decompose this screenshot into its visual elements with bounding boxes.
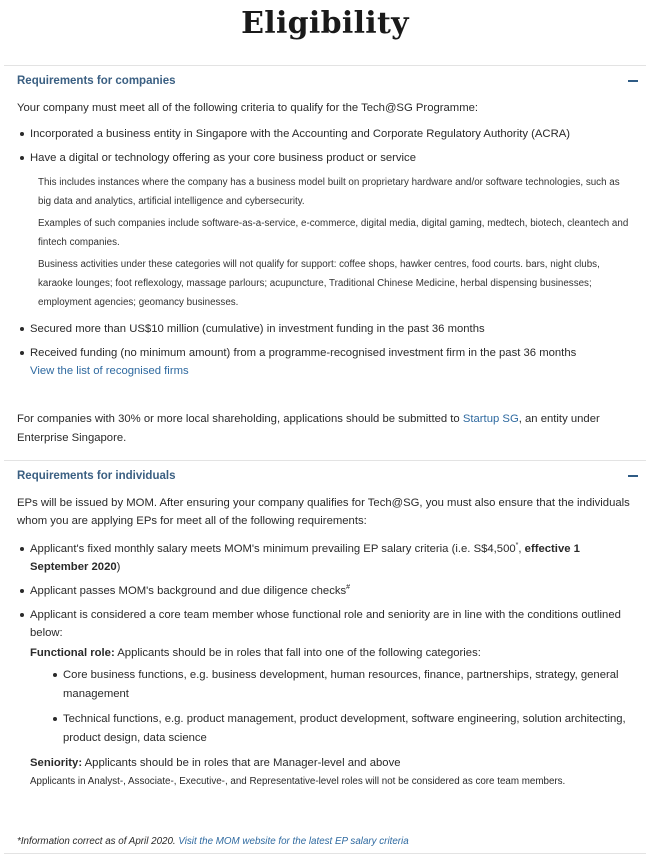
checks-text: Applicant passes MOM's background and due diligence checks xyxy=(30,585,347,597)
footnote xyxy=(17,836,409,847)
startup-sg-link[interactable]: Startup SG xyxy=(462,413,519,425)
criterion-text: Secured more than US$10 million (cumulative) in investment funding in the past 36 months xyxy=(30,323,485,335)
recognised-firms-link[interactable]: View the list of recognised firms xyxy=(30,365,189,377)
companies-accordion-header[interactable] xyxy=(0,66,650,96)
criterion-text: Incorporated a business entity in Singapore with the Accounting and Corporate Regulatory Authority (ACRA) xyxy=(30,128,571,140)
digital-offering-details xyxy=(17,173,633,312)
effective-date: effective 1 September 2020 xyxy=(30,543,580,573)
companies-criteria-list xyxy=(17,125,633,167)
salary-footnote-mark: * xyxy=(515,542,519,550)
seniority-note: Applicants in Analyst-, Associate-, Executive-, and Representative-level roles will not be considered as core team members. xyxy=(30,776,566,787)
seniority-text: Applicants should be in roles that are Manager-level and above xyxy=(82,757,401,769)
list-item: Core business functions, e.g. business development, human resources, finance, partnerships, strategy, general management xyxy=(50,666,633,704)
detail-text: Examples of such companies include software-as-a-service, e-commerce, digital media, digital gaming, medtech, biotech, cleantech and fintech companies. xyxy=(38,218,629,248)
list-item xyxy=(17,606,633,791)
salary-text: Applicant's fixed monthly salary meets MOM's minimum prevailing EP salary criteria (i.e. S$4,500 xyxy=(30,543,516,555)
individuals-criteria-list xyxy=(17,540,633,791)
core-member-text: Applicant is considered a core team member whose functional role and seniority are in line with the conditions outlined below: xyxy=(30,609,621,639)
checks-footnote-mark: # xyxy=(346,584,351,592)
detail-text: Business activities under these categories will not qualify for support: coffee shops, hawker centres, food courts. bars, night clubs, karaoke lounges; foot reflexology, massage parlours; acupuncture, Traditional Chinese Medicine, herbal dispensing businesses; employment agencies; geomancy businesses. xyxy=(38,259,600,308)
page-title: Eligibility xyxy=(241,6,409,41)
list-item xyxy=(17,582,633,600)
mom-website-link[interactable]: Visit the MOM website for the latest EP salary criteria xyxy=(178,836,409,847)
companies-body xyxy=(0,99,650,448)
divider xyxy=(4,853,646,854)
functions-list xyxy=(30,666,633,748)
list-item xyxy=(17,344,633,380)
list-item xyxy=(17,125,633,143)
detail-text: This includes instances where the company has a business model built on proprietary hardware and/or software technologies, such as big data and analytics, artificial intelligence and cybersecurity. xyxy=(38,177,620,207)
footnote-text: *Information correct as of April 2020. xyxy=(17,836,179,847)
list-item xyxy=(17,320,633,338)
list-item: Technical functions, e.g. product management, product development, software engineering, solution architecting, product design, data science xyxy=(50,710,633,748)
individuals-intro: EPs will be issued by MOM. After ensuring your company qualifies for Tech@SG, you must also ensure that the individuals whom you are applying EPs for meet all of the following requirements: xyxy=(17,497,630,527)
companies-section xyxy=(0,66,650,448)
individuals-header-title: Requirements for individuals xyxy=(17,470,176,482)
individuals-accordion-header[interactable] xyxy=(0,461,650,491)
note-text: , an entity under Enterprise Singapore. xyxy=(17,413,600,444)
minus-icon[interactable] xyxy=(628,80,638,82)
seniority-label: Seniority: xyxy=(30,757,83,769)
criterion-text: Received funding (no minimum amount) from a programme-recognised investment firm in the past 36 months xyxy=(30,347,577,359)
seniority xyxy=(30,754,633,772)
companies-header-title: Requirements for companies xyxy=(17,75,176,87)
criterion-text: Have a digital or technology offering as your core business product or service xyxy=(30,152,416,164)
individuals-body xyxy=(0,494,650,791)
closing-paren: ) xyxy=(116,561,121,573)
list-item xyxy=(17,149,633,167)
separator: , xyxy=(518,543,525,555)
companies-criteria-list-2 xyxy=(17,320,633,380)
note-text: For companies with 30% or more local shareholding, applications should be submitted to xyxy=(17,413,463,425)
local-shareholding-note xyxy=(17,410,633,448)
functional-role-text: Applicants should be in roles that fall into one of the following categories: xyxy=(114,647,481,659)
list-item xyxy=(17,540,633,576)
individuals-section xyxy=(0,461,650,791)
minus-icon[interactable] xyxy=(628,475,638,477)
functional-role xyxy=(30,644,633,662)
functional-role-label: Functional role: xyxy=(30,647,115,659)
companies-intro: Your company must meet all of the following criteria to qualify for the Tech@SG Programme: xyxy=(17,102,479,114)
